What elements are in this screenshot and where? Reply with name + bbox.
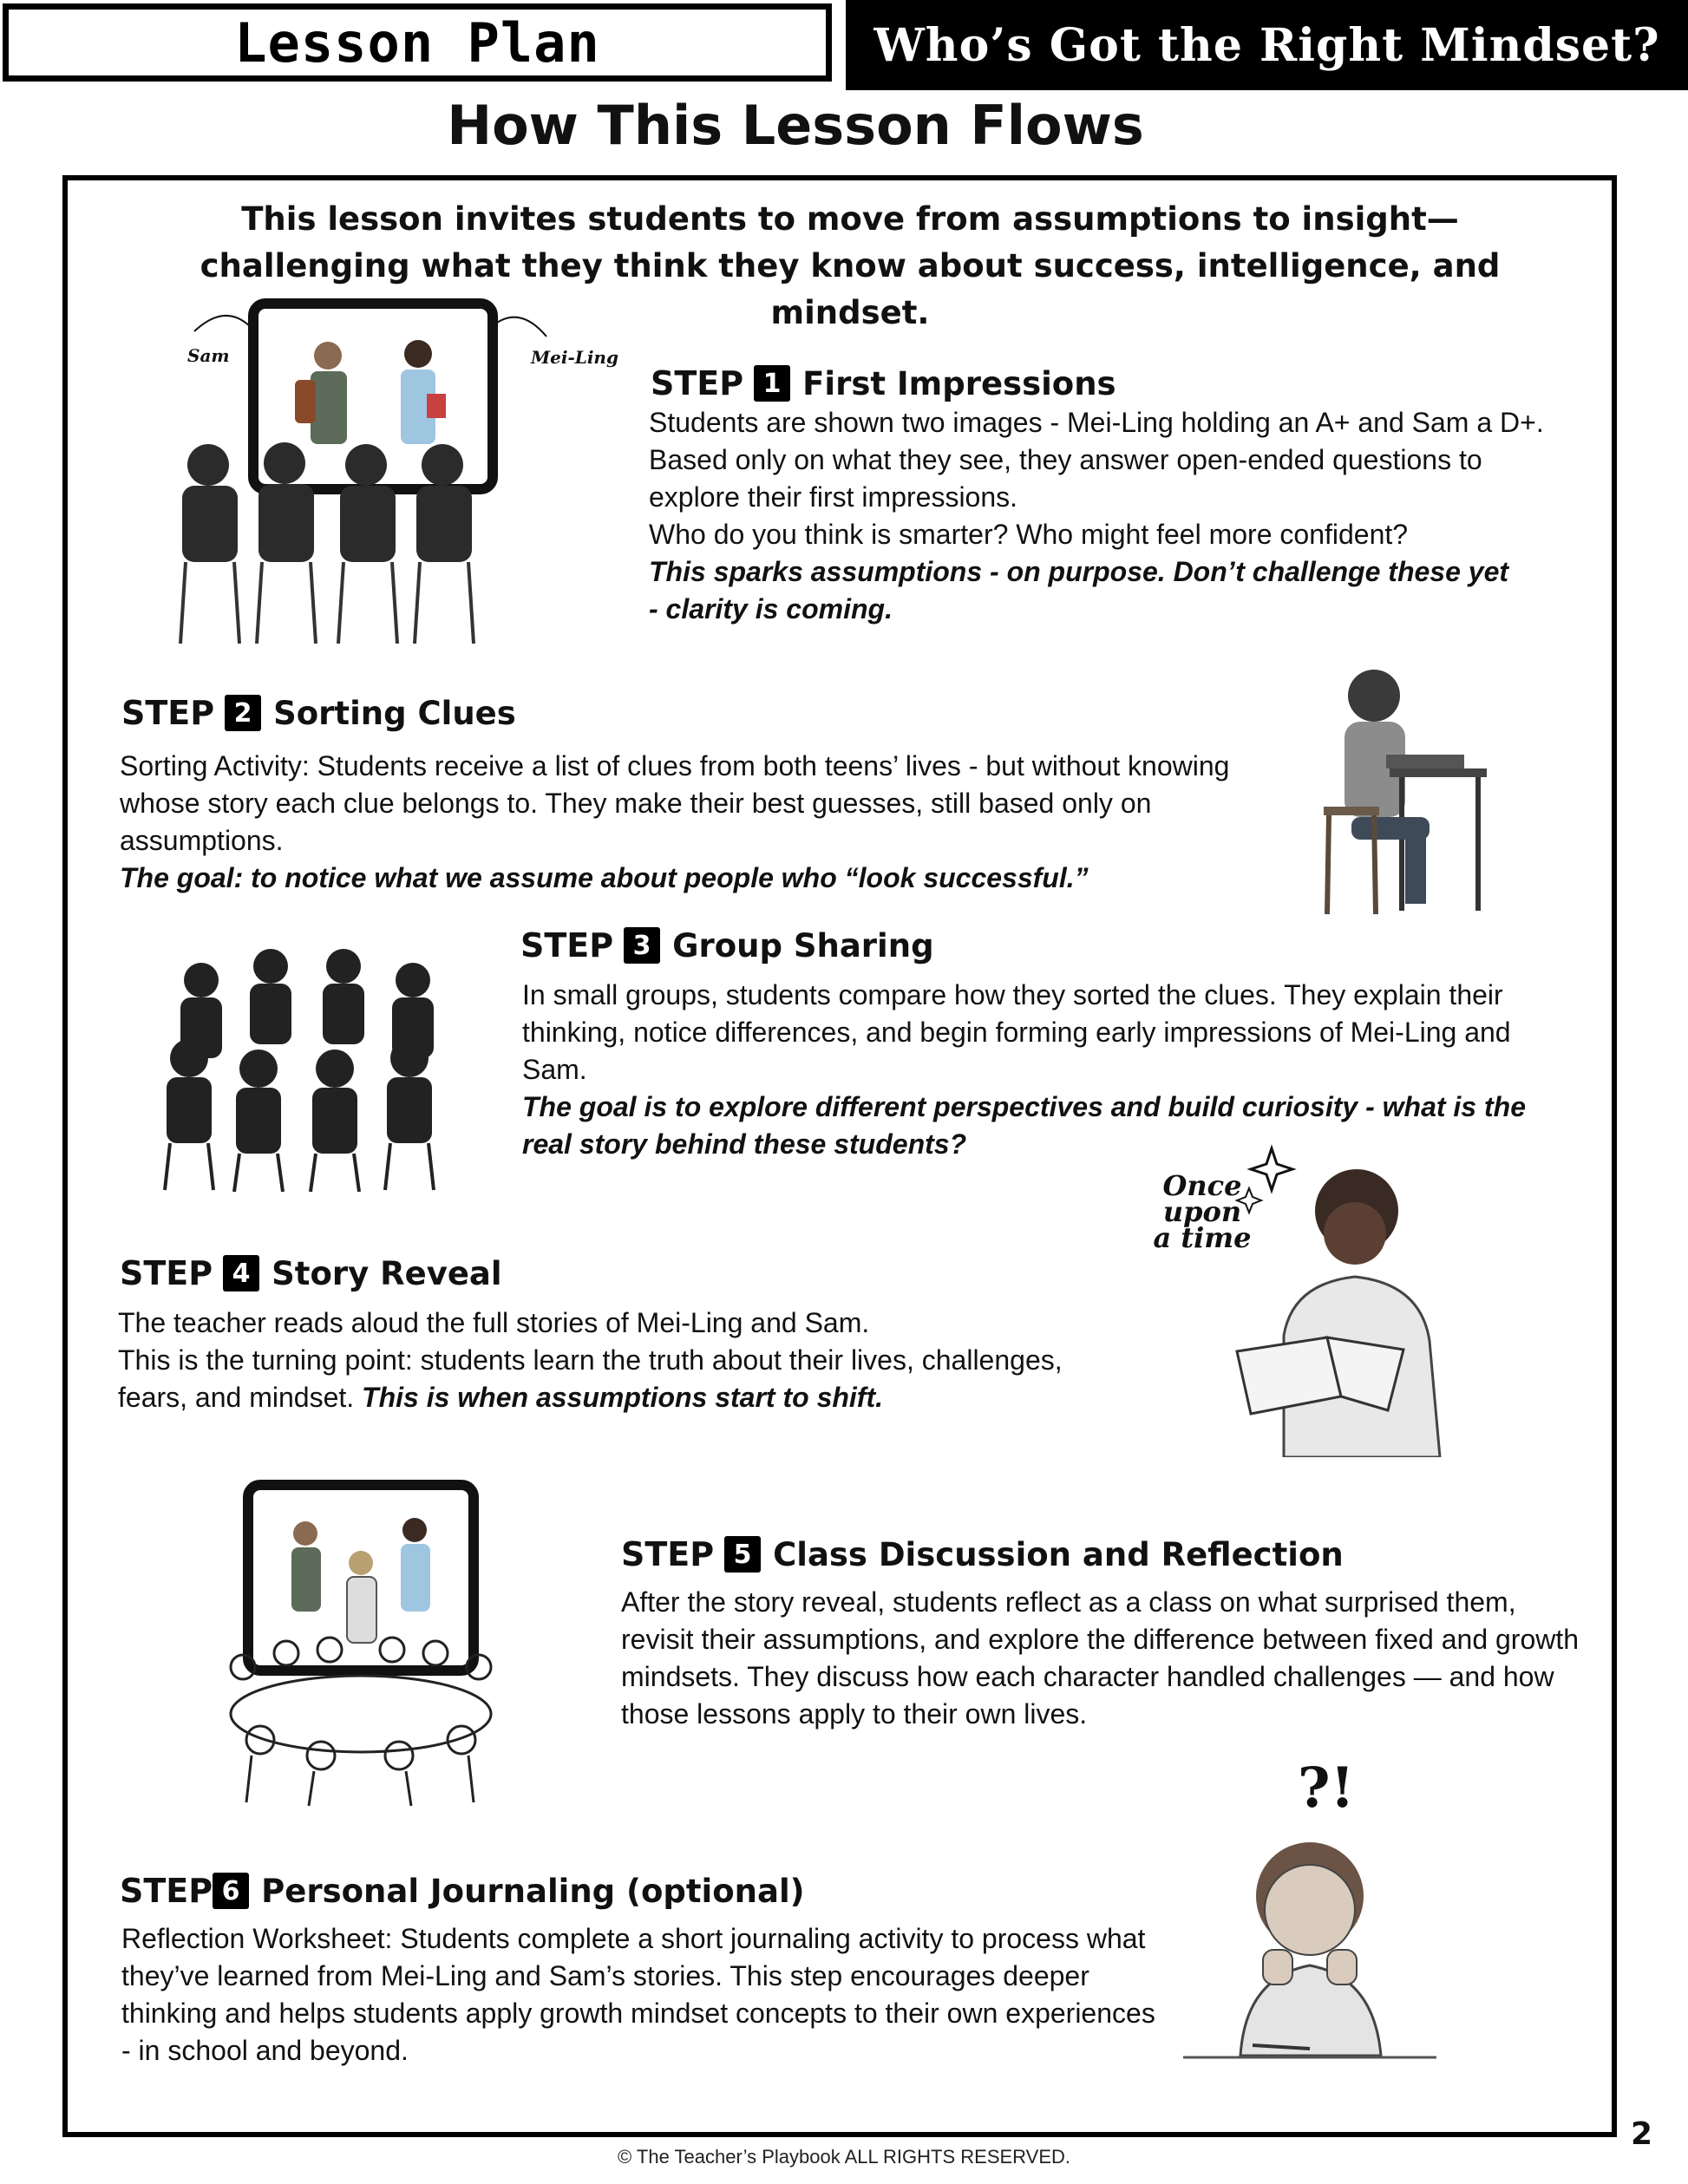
step-keyword: STEP	[120, 1254, 213, 1292]
page-title: How This Lesson Flows	[447, 94, 1144, 157]
body-line: Based only on what they see, they answer open-ended questions to	[649, 444, 1482, 475]
step-number-badge: 3	[624, 927, 660, 964]
body-text: Sorting Activity: Students receive a list of clues from both teens’ lives - but without knowing whose story each clue belongs to. They make their best guesses, still based only on assumptions.	[120, 750, 1230, 856]
body-line: Who do you think is smarter? Who might feel more confident?	[649, 519, 1409, 550]
step-keyword: STEP	[651, 364, 744, 402]
group-sharing-circle-illustration	[149, 945, 514, 1193]
step-3-body	[522, 977, 1580, 1163]
step-title: Sorting Clues	[273, 694, 516, 732]
step-1-body	[649, 404, 1577, 628]
step-title: Group Sharing	[672, 926, 934, 964]
step-3-heading	[520, 926, 934, 964]
lesson-plan-header	[3, 3, 832, 82]
step-keyword: STEP	[520, 926, 614, 964]
step-title: Class Discussion and Reflection	[773, 1535, 1344, 1573]
step-title: Personal Journaling (optional)	[261, 1872, 805, 1910]
body-line: The teacher reads aloud the full stories of Mei-Ling and Sam.	[118, 1307, 870, 1338]
step-title: Story Reveal	[272, 1254, 502, 1292]
step-2-heading	[121, 694, 516, 732]
step-number-badge: 4	[223, 1255, 259, 1291]
emphasis-text: This sparks assumptions - on purpose. Don’t challenge these yet - clarity is coming.	[649, 556, 1509, 624]
boy-writing-at-desk-illustration	[1306, 659, 1502, 919]
body-text: This is the turning point: students learn the truth about their lives, challenges, fears, and mindset.	[118, 1344, 1063, 1413]
emphasis-text: The goal is to explore different perspectives and build curiosity - what is the real story behind these students?	[522, 1091, 1526, 1160]
step-keyword: STEP	[121, 694, 215, 732]
page-number: 2	[1631, 2116, 1653, 2152]
body-text: After the story reveal, students reflect as a class on what surprised them, revisit their assumptions, and explore the difference between fixed and growth mindsets. They discuss how each character handled challenges — and how those lessons apply to their own lives.	[621, 1586, 1580, 1730]
mei-ling-label: Mei-Ling	[531, 347, 618, 368]
step-number-badge: 2	[225, 695, 261, 731]
sam-label: Sam	[187, 345, 230, 366]
step-6-body	[121, 1920, 1159, 2070]
lesson-title: Who’s Got the Right Mindset?	[873, 18, 1660, 72]
once-upon-a-time-lettering: Once upon a time	[1153, 1169, 1252, 1254]
step-number-badge: 5	[724, 1536, 761, 1573]
class-discussion-illustration	[208, 1480, 520, 1809]
emphasis-text: This is when assumptions start to shift.	[362, 1382, 883, 1413]
body-text: In small groups, students compare how they sorted the clues. They explain their thinking, notice differences, and begin forming early impressions of Mei-Ling and Sam.	[522, 979, 1511, 1085]
step-1-heading	[651, 364, 1116, 402]
step-5-body	[621, 1584, 1582, 1733]
step-number-badge: 1	[754, 365, 790, 402]
question-exclamation-mark: ?!	[1298, 1756, 1355, 1821]
copyright-notice: © The Teacher’s Playbook ALL RIGHTS RESERVED.	[617, 2146, 1071, 2168]
step-number-badge: 6	[213, 1873, 249, 1909]
step-keyword: STEP	[120, 1872, 213, 1910]
step-title: First Impressions	[802, 364, 1116, 402]
step-6-heading	[120, 1872, 805, 1910]
body-line: explore their first impressions.	[649, 481, 1018, 513]
emphasis-text: The goal: to notice what we assume about people who “look successful.”	[120, 862, 1089, 893]
lesson-title-banner	[846, 0, 1688, 90]
lesson-plan-title: Lesson Plan	[234, 10, 600, 75]
step-4-body	[118, 1305, 1135, 1416]
body-text: Reflection Worksheet: Students complete a short journaling activity to process what they’ve learned from Mei-Ling and Sam’s stories. This step encourages deeper thinking and helps students apply growth mindset concepts to their own experiences - in school and beyond.	[121, 1923, 1155, 2066]
intro-text: This lesson invites students to move from assumptions to insight—challenging what they think they know about success, intelligence, and mindset.	[200, 200, 1501, 331]
body-line: Students are shown two images - Mei-Ling holding an A+ and Sam a D+.	[649, 407, 1544, 438]
step-keyword: STEP	[621, 1535, 715, 1573]
step-2-body	[120, 748, 1308, 897]
step-4-heading	[120, 1254, 502, 1292]
thinking-boy-illustration	[1180, 1821, 1440, 2061]
step-5-heading	[621, 1535, 1344, 1573]
